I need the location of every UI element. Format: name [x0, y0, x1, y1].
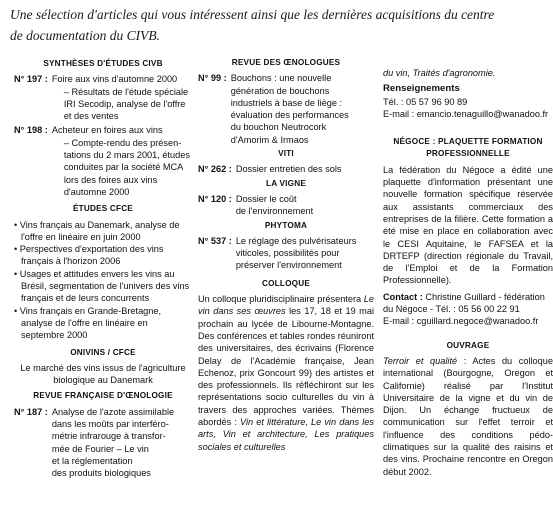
section-title-viti: VITI: [278, 149, 294, 159]
entry-537: [198, 235, 374, 272]
column-middle: [198, 55, 374, 457]
ouvrage-text: [383, 355, 553, 478]
renseignements-label: Renseignements: [383, 83, 460, 95]
entry-text: [52, 73, 192, 122]
entry-line: d'automne 2000: [63, 186, 130, 197]
entry-line: tations du 2 mars 2001, études: [63, 150, 190, 161]
entry-number: N° 120 :: [198, 193, 232, 204]
entry-line: lors des foires aux vins: [63, 174, 158, 185]
top-line: [383, 67, 553, 79]
entry-line: préserver l'environnement: [235, 260, 342, 271]
entry-number: N° 187 :: [14, 406, 48, 417]
entry-line: Bouchons : une nouvelle: [230, 73, 332, 84]
negoce-text: La fédération du Négoce a édité une plaquette d'information présentant une nouvelle formation spécifique réservée aux assistants commerciaux des entreprises de la filière. Cette formation a été mise en place en collaboration avec le CESI Aquitaine, le FAFSEA et la DRTEFP (direction régionale du Travail, de l'Emploi et de la Formation Professionnelle).: [383, 164, 553, 286]
entry-line: évaluation des performances: [230, 110, 349, 121]
section-title-syntheses: SYNTHÈSES D'ÉTUDES CIVB: [43, 59, 163, 68]
entry-number: N° 99 :: [198, 73, 227, 84]
entry-line: Acheteur en foires aux vins: [51, 125, 163, 136]
colloque-text: [198, 293, 374, 453]
section-title-colloque: COLLOQUE: [262, 278, 310, 288]
entry-line: dans les moûts par interféro-: [51, 419, 169, 430]
entry-text: [52, 124, 192, 198]
contact-block: [383, 291, 553, 316]
entry-197: [14, 73, 192, 122]
colloque-themes: Vin et littérature, Le vin dans les arts, Vin et architecture, Les pratiques sociales et culturelles: [198, 417, 374, 452]
ouvrage-title-italic: Terroir et qualité: [383, 355, 458, 366]
intro-line-2: de documentation du CIVB.: [10, 28, 160, 43]
entry-line: du bouchon Neutrocork: [230, 122, 327, 133]
entry-line: de l'environnement: [235, 206, 314, 217]
entry-line: IRI Secodip, analyse de l'offre: [63, 98, 186, 109]
entry-line: métrie infrarouge à transfor-: [51, 431, 166, 442]
list-item: • Vins français en Grande-Bretagne, analyse de l'offre en linéaire en septembre 2000: [14, 305, 162, 341]
section-title-negoce: NÉGOCE : PLAQUETTE FORMATION PROFESSIONNELLE: [393, 137, 543, 159]
entry-99: [198, 72, 374, 146]
column-left: [14, 56, 192, 482]
intro-line-1: Une sélection d'articles qui vous intéressent ainsi que les dernières acquisitions du centre: [10, 7, 495, 22]
colloque-body: les 17, 18 et 19 mai prochain au lycée de Libourne-Montagne. Des conférences et tables rondes réuniront des universitaires, des écrivains (Florence Delay de l'Académie française, Jean Echenoz, prix Goncourt 99) des artistes et des professionnels. Ils réfléchiront sur les représentations socio culturelles du vin à travers des approches variées. Thèmes abordés :: [198, 306, 374, 428]
entry-text: [236, 193, 374, 218]
entry-number: N° 198 :: [14, 125, 48, 136]
entry-number: N° 197 :: [14, 74, 48, 85]
contact-email: E-mail : cguillard.negoce@wanadoo.fr: [383, 316, 539, 327]
entry-number: N° 537 :: [198, 235, 232, 246]
entry-line: conduites par la société MCA: [63, 162, 184, 173]
entry-line: Foire aux vins d'automne 2000: [51, 74, 178, 85]
entry-line: mée de Fourier – Le vin: [51, 443, 149, 454]
entry-198: [14, 124, 192, 198]
entry-line: des produits biologiques: [51, 468, 151, 479]
top-line-text: du vin, Traités d'agronomie.: [383, 68, 496, 78]
contact-text: Christine Guillard - fédération du Négoce - Tél. : 05 56 00 22 91: [383, 291, 545, 315]
ouvrage-body: : Actes du colloque international (Bourgogne, Oregon et Californie) réalisé par l'Institut Universitaire de la vigne et du vin de Dijon. Un échange fructueux de communication sur l'effet terroir et l'influence des conditions pédo-climatiques sur la qualité des raisins et des vins. Prochaine rencontre en Oregon début 2002.: [383, 355, 553, 477]
list-item: • Vins français au Danemark, analyse de l'offre en linéaire en juin 2000: [14, 219, 180, 242]
entry-262: [198, 163, 374, 175]
entry-line: génération de bouchons: [230, 85, 330, 96]
entry-line: – Résultats de l'étude spéciale: [63, 86, 189, 97]
entry-line: viticoles, possibilités pour: [235, 248, 340, 259]
entry-line: Analyse de l'azote assimilable: [51, 406, 175, 417]
section-title-la-vigne: LA VIGNE: [266, 178, 306, 188]
column-right: [383, 67, 553, 482]
colloque-intro: Un colloque pluridisciplinaire présentera: [198, 294, 364, 305]
section-title-phytoma: PHYTOMA: [264, 220, 308, 230]
section-title-revue-francaise: REVUE FRANÇAISE D'ŒNOLOGIE: [33, 391, 173, 401]
contact-label: Contact :: [383, 291, 423, 302]
entry-120: [198, 193, 374, 218]
list-item: • Usages et attitudes envers les vins au Brésil, segmentation de l'univers des vins français et de leurs concurrents: [14, 268, 190, 304]
entry-text: Dossier entretien des sols: [235, 164, 342, 175]
entry-number: N° 262 :: [198, 164, 232, 175]
intro-text: [10, 4, 530, 46]
section-title-ouvrage: OUVRAGE: [446, 340, 490, 350]
entry-text: [236, 235, 374, 272]
section-title-revue-oenologues: REVUE DES ŒNOLOGUES: [231, 58, 341, 67]
email-text: E-mail : emancio.tenaguillo@wanadoo.fr: [383, 108, 549, 119]
entry-line: Le réglage des pulvérisateurs: [235, 235, 357, 246]
onivins-text: Le marché des vins issus de l'agriculture biologique au Danemark: [20, 362, 186, 386]
entry-line: et la réglementation: [51, 455, 133, 466]
entry-line: industriels à base de liège :: [230, 97, 343, 108]
entry-text: [52, 406, 192, 480]
entry-line: d'Amorim & Irmaos: [230, 134, 309, 145]
entry-line: – Compte-rendu des présen-: [63, 137, 182, 148]
entry-line: et des ventes: [63, 111, 119, 122]
section-title-onivins: ONIVINS / CFCE: [70, 347, 136, 357]
section-title-etudes: ÉTUDES CFCE: [73, 204, 133, 214]
list-item: • Perspectives d'exportation des vins français à l'horizon 2006: [14, 244, 164, 267]
phone-text: Tél. : 05 57 96 90 89: [383, 96, 468, 107]
entry-line: Dossier le coût: [235, 193, 297, 204]
entry-187: [14, 406, 192, 480]
colloque-title-italic: Le vin dans ses œuvres: [198, 294, 374, 317]
entry-text: [231, 72, 374, 146]
